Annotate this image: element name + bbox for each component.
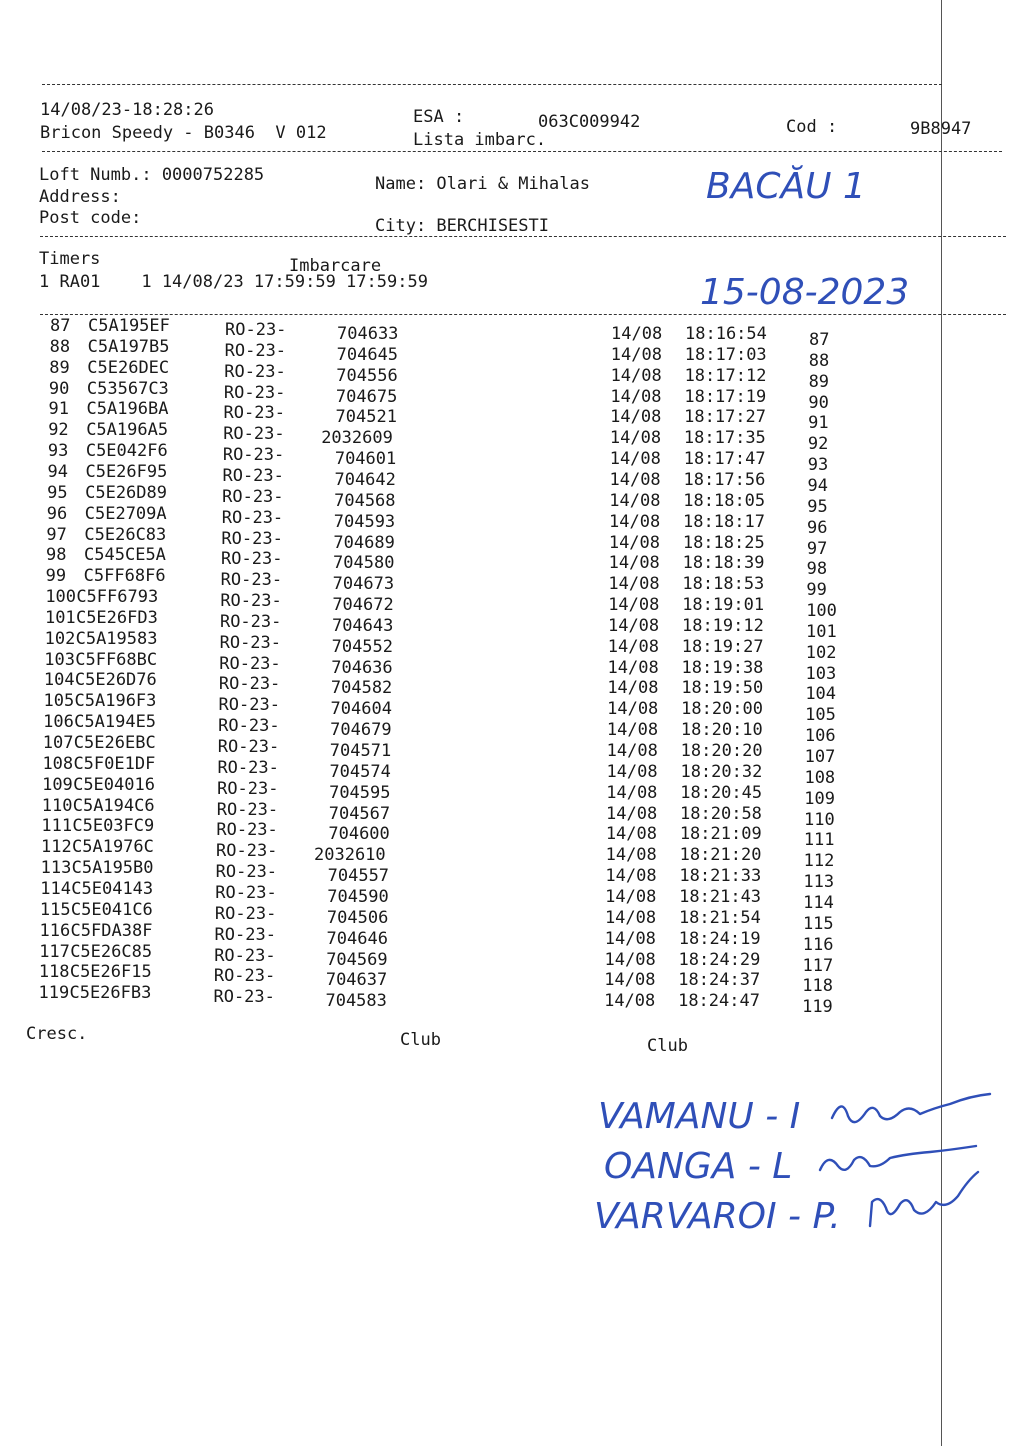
- arrival-time: 18:24:37: [678, 970, 761, 991]
- row-number: 89: [49, 357, 70, 378]
- chip-id: C5A195B0: [71, 858, 154, 879]
- arrival-date: 14/08: [605, 886, 657, 907]
- header-station-line: Bricon Speedy - B0346 V 012: [40, 123, 327, 143]
- chip-id: C5E03FC9: [72, 816, 155, 837]
- row-number: 103: [44, 649, 75, 670]
- arrival-date: 14/08: [606, 782, 658, 803]
- arrival-time: 18:20:45: [680, 782, 763, 803]
- chip-id: C5E26F95: [85, 461, 168, 482]
- ring-prefix: RO-23-: [221, 507, 284, 528]
- chip-id: C5E26FB3: [69, 983, 152, 1004]
- arrival-time: 18:19:50: [681, 678, 764, 699]
- chip-id: C5A1976C: [72, 837, 154, 858]
- arrival-time: 18:21:43: [679, 886, 762, 907]
- post-code-label: Post code:: [39, 208, 142, 228]
- position: 117: [802, 955, 834, 976]
- ring-prefix: RO-23-: [218, 674, 281, 695]
- ring-number: 704679: [330, 720, 392, 741]
- ring-number: 704593: [333, 511, 396, 532]
- ring-prefix: RO-23-: [216, 799, 279, 820]
- position: 111: [803, 830, 835, 851]
- arrival-time: 18:24:19: [678, 928, 761, 949]
- ring-prefix: RO-23-: [213, 966, 276, 987]
- row-number: 95: [47, 482, 68, 503]
- ring-number: 704569: [326, 949, 388, 970]
- position: 116: [802, 934, 834, 955]
- position: 118: [802, 976, 834, 997]
- ring-prefix: RO-23-: [222, 465, 284, 486]
- arrival-time: 18:19:27: [681, 636, 764, 657]
- arrival-date: 14/08: [608, 574, 660, 595]
- ring-prefix: RO-23-: [215, 882, 277, 903]
- arrival-time: 18:24:47: [678, 991, 760, 1012]
- arrival-date: 14/08: [609, 428, 662, 449]
- position: 94: [807, 475, 828, 496]
- ring-prefix: RO-23-: [217, 757, 279, 778]
- chip-id: C5E26F15: [69, 962, 152, 983]
- position: 112: [803, 851, 835, 872]
- cod-label: Cod :: [786, 117, 838, 137]
- arrival-time: 18:21:33: [679, 866, 762, 887]
- loft-number: Loft Numb.: 0000752285: [39, 165, 265, 185]
- chip-id: C5A194E5: [74, 712, 157, 733]
- ring-prefix: RO-23-: [220, 591, 282, 612]
- position: 109: [804, 788, 835, 809]
- row-number: 117: [39, 941, 70, 962]
- arrival-date: 14/08: [608, 553, 660, 574]
- chip-id: C5E26EBC: [73, 733, 156, 753]
- witness-signature-1: VAMANU - I: [598, 1096, 801, 1137]
- position: 91: [808, 413, 829, 434]
- chip-id: C5E26FD3: [75, 607, 158, 628]
- arrival-time: 18:18:17: [683, 511, 765, 532]
- ring-number: 704552: [331, 636, 394, 657]
- arrival-date: 14/08: [604, 949, 656, 970]
- arrival-time: 18:18:39: [682, 553, 765, 574]
- row-number: 105: [43, 691, 75, 712]
- ring-prefix: RO-23-: [217, 737, 280, 757]
- position: 104: [805, 684, 837, 705]
- ring-number: 704557: [327, 866, 390, 887]
- row-number: 109: [42, 774, 73, 795]
- arrival-time: 18:17:03: [684, 344, 767, 365]
- row-number: 100: [45, 587, 77, 608]
- row-number: 104: [43, 670, 75, 691]
- ring-number: 704567: [328, 803, 391, 824]
- ring-number: 2032610: [314, 845, 386, 866]
- row-number: 87: [50, 316, 71, 336]
- row-number: 115: [39, 899, 71, 920]
- ring-number: 704521: [335, 407, 397, 428]
- arrival-date: 14/08: [604, 970, 656, 991]
- arrival-date: 14/08: [610, 344, 662, 365]
- ring-prefix: RO-23-: [223, 403, 285, 424]
- chip-id: C5E04143: [71, 878, 154, 899]
- chip-id: C5FF68F6: [83, 566, 166, 587]
- position: 107: [804, 747, 836, 767]
- arrival-time: 18:19:38: [681, 657, 764, 678]
- position: 103: [805, 663, 837, 684]
- position: 101: [805, 621, 837, 642]
- timer-line: 1 RA01 1 14/08/23 17:59:59 17:59:59: [39, 272, 428, 292]
- chip-id: C5E042F6: [85, 441, 168, 462]
- chip-id: C5A194C6: [72, 795, 155, 816]
- club-label-2: Club: [647, 1036, 688, 1056]
- position: 105: [805, 705, 836, 726]
- arrival-time: 18:18:05: [683, 490, 766, 511]
- arrival-time: 18:21:54: [678, 907, 761, 928]
- witness-signature-2: OANGA - L: [604, 1146, 793, 1187]
- ring-number: 704568: [334, 490, 396, 511]
- ring-number: 704673: [332, 574, 395, 595]
- ring-number: 704580: [333, 553, 395, 574]
- ring-number: 704672: [332, 595, 394, 616]
- row-number: 118: [38, 962, 70, 983]
- position: 113: [803, 872, 835, 893]
- arrival-date: 14/08: [607, 657, 659, 678]
- position: 106: [804, 726, 836, 747]
- arrival-time: 18:21:09: [679, 824, 762, 845]
- ring-number: 704590: [327, 886, 389, 907]
- position: 95: [807, 496, 828, 517]
- row-number: 106: [43, 712, 74, 733]
- ring-number: 704583: [325, 991, 387, 1012]
- ring-prefix: RO-23-: [218, 716, 280, 737]
- position: 90: [808, 392, 829, 413]
- chip-id: C5A196BA: [86, 399, 169, 420]
- position: 114: [803, 892, 834, 913]
- arrival-date: 14/08: [610, 407, 662, 428]
- row-number: 101: [44, 607, 76, 628]
- chip-id: C5E041C6: [70, 899, 153, 920]
- cod-value: 9B8947: [910, 119, 972, 139]
- chip-id: C5FDA38F: [70, 920, 153, 941]
- ring-prefix: RO-23-: [224, 361, 286, 382]
- chip-id: C5FF68BC: [75, 649, 158, 670]
- row-number: 107: [42, 733, 74, 753]
- ring-number: 704582: [330, 678, 393, 699]
- esa-label: ESA :: [413, 107, 465, 127]
- arrival-time: 18:18:25: [682, 532, 765, 553]
- ring-number: 704601: [334, 449, 397, 470]
- arrival-time: 18:17:35: [683, 428, 766, 449]
- ring-prefix: RO-23-: [216, 820, 278, 841]
- arrival-time: 18:20:10: [680, 720, 763, 741]
- witness-signature-3: VARVAROI - P.: [594, 1196, 841, 1237]
- row-number: 119: [38, 983, 70, 1004]
- chip-id: C5A19583: [75, 628, 158, 649]
- ring-number: 704506: [326, 907, 389, 928]
- arrival-time: 18:19:01: [682, 595, 765, 616]
- ring-prefix: RO-23-: [219, 632, 282, 653]
- chip-id: C5E26D76: [74, 670, 157, 691]
- arrival-date: 14/08: [604, 928, 656, 949]
- chip-id: C5E2709A: [84, 503, 167, 524]
- arrival-date: 14/08: [610, 365, 662, 386]
- chip-id: C5E26C83: [84, 524, 167, 545]
- arrival-time: 18:17:27: [684, 407, 767, 428]
- arrival-time: 18:20:20: [680, 741, 763, 761]
- position: 87: [809, 330, 830, 350]
- chip-id: C5FF6793: [76, 587, 159, 608]
- arrival-time: 18:21:20: [679, 845, 762, 866]
- chip-id: C5E26DEC: [87, 357, 170, 378]
- row-number: 112: [41, 837, 72, 858]
- chip-id: C5E26D89: [85, 482, 167, 503]
- ring-number: 704637: [325, 970, 388, 991]
- owner-name: Name: Olari & Mihalas: [375, 174, 590, 194]
- ring-prefix: RO-23-: [221, 528, 283, 549]
- arrival-date: 14/08: [609, 490, 661, 511]
- arrival-time: 18:20:32: [680, 761, 763, 782]
- chip-id: C5A196F3: [74, 691, 157, 712]
- row-number: 88: [49, 336, 71, 357]
- arrival-date: 14/08: [605, 866, 657, 887]
- arrival-date: 14/08: [608, 595, 660, 616]
- arrival-date: 14/08: [611, 324, 663, 344]
- arrival-date: 14/08: [607, 636, 659, 657]
- chip-id: C545CE5A: [84, 545, 166, 566]
- arrival-time: 18:18:53: [682, 574, 765, 595]
- ring-prefix: RO-23-: [216, 841, 278, 862]
- position: 115: [802, 913, 834, 934]
- arrival-date: 14/08: [607, 699, 659, 720]
- ring-prefix: RO-23-: [219, 653, 281, 674]
- row-number: 110: [41, 795, 73, 816]
- chip-id: C5E04016: [73, 774, 155, 795]
- arrival-time: 18:24:29: [678, 949, 761, 970]
- position: 102: [805, 642, 837, 663]
- position: 97: [806, 538, 828, 559]
- ring-number: 2032609: [321, 428, 393, 449]
- arrival-time: 18:19:12: [681, 615, 764, 636]
- handwritten-date: 15-08-2023: [700, 272, 910, 313]
- row-number: 108: [42, 753, 74, 774]
- arrival-date: 14/08: [606, 741, 658, 761]
- arrival-date: 14/08: [606, 761, 658, 782]
- position: 88: [808, 350, 830, 371]
- ring-prefix: RO-23-: [223, 424, 285, 445]
- ring-number: 704636: [331, 657, 393, 678]
- row-number: 96: [46, 503, 68, 524]
- club-label-1: Club: [400, 1030, 441, 1050]
- chip-id: C5A197B5: [87, 336, 170, 357]
- row-number: 116: [39, 920, 71, 941]
- ring-prefix: RO-23-: [221, 549, 283, 570]
- ring-prefix: RO-23-: [222, 445, 285, 466]
- ring-prefix: RO-23-: [213, 987, 275, 1008]
- ring-prefix: RO-23-: [214, 924, 276, 945]
- handwritten-place: BACĂU 1: [706, 166, 866, 207]
- chip-id: C5A195EF: [88, 316, 170, 336]
- ring-prefix: RO-23-: [214, 903, 277, 924]
- row-number: 91: [48, 399, 70, 420]
- arrival-date: 14/08: [609, 469, 661, 490]
- arrival-date: 14/08: [604, 991, 656, 1012]
- arrival-time: 18:16:54: [685, 324, 767, 344]
- ring-prefix: RO-23-: [218, 695, 280, 716]
- position: 96: [807, 517, 828, 538]
- ring-number: 704604: [330, 699, 392, 720]
- arrival-date: 14/08: [607, 615, 660, 636]
- arrival-date: 14/08: [605, 824, 657, 845]
- ring-number: 704689: [333, 532, 395, 553]
- position: 99: [806, 580, 827, 601]
- ring-prefix: RO-23-: [224, 340, 287, 361]
- ring-prefix: RO-23-: [222, 486, 284, 507]
- arrival-date: 14/08: [609, 449, 661, 470]
- arrival-time: 18:17:47: [683, 449, 766, 470]
- imbarcare-label: Imbarcare: [289, 256, 382, 276]
- chip-id: C5F0E1DF: [73, 753, 156, 774]
- arrival-date: 14/08: [604, 907, 657, 928]
- ring-number: 704645: [336, 344, 399, 365]
- position: 108: [804, 767, 836, 788]
- position: 98: [806, 559, 828, 580]
- ring-prefix: RO-23-: [217, 778, 279, 799]
- ring-prefix: RO-23-: [215, 862, 278, 883]
- arrival-time: 18:20:58: [680, 803, 762, 824]
- chip-id: C5E26C85: [70, 941, 153, 962]
- ring-prefix: RO-23-: [223, 382, 286, 403]
- ring-number: 704643: [331, 615, 394, 636]
- chip-id: C53567C3: [86, 378, 169, 399]
- arrival-date: 14/08: [606, 803, 658, 824]
- arrival-date: 14/08: [606, 720, 659, 741]
- address-label: Address:: [39, 187, 121, 207]
- position: 89: [808, 371, 830, 392]
- ring-number: 704556: [336, 365, 398, 386]
- ring-number: 704633: [337, 324, 399, 344]
- ring-number: 704600: [328, 824, 390, 845]
- ring-prefix: RO-23-: [214, 945, 276, 966]
- ring-prefix: RO-23-: [220, 570, 283, 591]
- lista-label: Lista imbarc.: [413, 130, 547, 150]
- city-line: City: BERCHISESTI: [375, 216, 549, 236]
- row-number: 102: [44, 628, 76, 649]
- arrival-time: 18:17:19: [684, 386, 767, 407]
- position: 93: [807, 455, 829, 476]
- arrival-date: 14/08: [608, 532, 661, 553]
- ring-number: 704646: [326, 928, 388, 949]
- arrival-date: 14/08: [610, 386, 662, 407]
- chip-id: C5A196A5: [86, 420, 169, 441]
- row-number: 98: [46, 545, 67, 566]
- position: 100: [806, 601, 837, 622]
- arrival-time: 18:17:12: [684, 365, 767, 386]
- ring-prefix: RO-23-: [219, 611, 282, 632]
- cresc-label: Cresc.: [26, 1024, 88, 1044]
- ring-number: 704642: [334, 469, 396, 490]
- ring-number: 704595: [329, 782, 391, 803]
- row-number: 114: [40, 878, 71, 899]
- esa-value: 063C009942: [538, 112, 641, 132]
- row-number: 99: [45, 566, 67, 587]
- arrival-date: 14/08: [607, 678, 659, 699]
- row-number: 111: [41, 816, 73, 837]
- arrival-time: 18:17:56: [683, 469, 766, 490]
- row-number: 97: [46, 524, 67, 545]
- position: 119: [802, 997, 833, 1018]
- header-datetime: 14/08/23-18:28:26: [40, 100, 214, 120]
- position: 92: [807, 434, 829, 455]
- arrival-date: 14/08: [605, 845, 657, 866]
- arrival-time: 18:20:00: [681, 699, 763, 720]
- timers-label: Timers: [39, 249, 101, 269]
- row-number: 93: [47, 441, 69, 462]
- arrival-date: 14/08: [609, 511, 661, 532]
- ring-number: 704675: [335, 386, 398, 407]
- ring-number: 704574: [329, 761, 391, 782]
- position: 110: [804, 809, 835, 830]
- row-number: 90: [48, 378, 70, 399]
- ring-number: 704571: [329, 741, 392, 761]
- ring-prefix: RO-23-: [225, 320, 287, 340]
- row-number: 113: [40, 858, 72, 879]
- row-number: 92: [48, 420, 69, 441]
- row-number: 94: [47, 461, 68, 482]
